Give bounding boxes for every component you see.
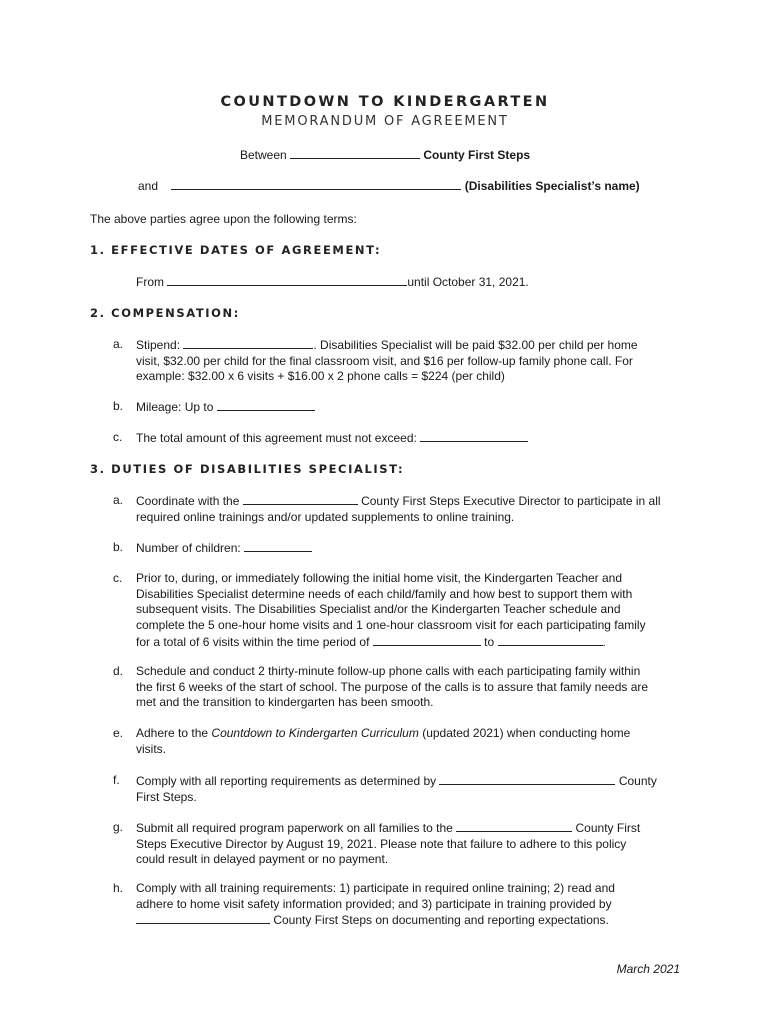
duty-e-line-2: visits. (136, 741, 166, 756)
period-end-punct: . (602, 634, 606, 649)
item-label: b. (113, 540, 124, 554)
duties-item-e (113, 726, 673, 757)
duties-item-c (113, 571, 673, 651)
compensation-item-c (113, 430, 673, 447)
duty-d-line-3: met and the transition to kindergarten has been smooth. (136, 695, 434, 710)
duty-f-text-end: County (618, 774, 657, 788)
duty-d-line-1: Schedule and conduct 2 thirty-minute follow-up phone calls with each participating family within (136, 664, 641, 678)
duty-c-line-3: subsequent visits. The Disabilities Specialist and/or the Kindergarten Teacher schedule and (136, 602, 621, 617)
reporting-county-blank[interactable] (439, 773, 615, 785)
duties-item-g (113, 820, 673, 868)
specialist-name-blank[interactable] (171, 178, 461, 190)
item-label: b. (113, 399, 124, 413)
training-county-blank[interactable] (136, 912, 270, 924)
section-1-heading: 1. EFFECTIVE DATES OF AGREEMENT: (90, 243, 382, 257)
stipend-label: Stipend: (136, 338, 181, 352)
number-of-children-label: Number of children: (136, 541, 241, 555)
duties-item-b (113, 540, 673, 557)
duty-d-line-2: the first 6 weeks of the start of school. The purpose of the calls is to assure that family needs are (136, 679, 649, 694)
duty-e-text-end: (updated 2021) when conducting home (422, 726, 631, 740)
number-of-children-blank[interactable] (244, 540, 312, 552)
duties-item-h (113, 881, 673, 929)
duty-e-text-start: Adhere to the (136, 726, 209, 740)
between-prefix: Between (240, 148, 287, 162)
duty-c-line-4: complete the 5 one-hour home visits and 1 one-hour classroom visit for each participating family (136, 618, 646, 633)
to-label: to (484, 634, 495, 649)
period-end-blank[interactable] (498, 634, 603, 646)
stipend-blank[interactable] (183, 337, 313, 349)
duties-item-f (113, 773, 673, 805)
item-label: c. (113, 571, 123, 585)
duty-h-line-2: adhere to home visit safety information provided; and 3) participate in training provided by (136, 896, 612, 911)
stipend-line-2: visit, $32.00 per child for the final classroom visit, and $16 per follow-up family phone call. For (136, 353, 633, 368)
item-label: g. (113, 820, 124, 834)
duties-item-d (113, 664, 673, 711)
compensation-item-a (113, 337, 673, 385)
between-suffix: County First Steps (423, 148, 531, 162)
start-date-blank[interactable] (167, 274, 407, 286)
item-label: h. (113, 881, 124, 895)
duty-h-line-1: Comply with all training requirements: 1) participate in required online training; 2) read and (136, 881, 615, 895)
footer-date: March 2021 (616, 962, 680, 976)
intro-text: The above parties agree upon the following terms: (90, 212, 357, 226)
and-line (138, 178, 640, 194)
document-subtitle: MEMORANDUM OF AGREEMENT (261, 114, 509, 129)
paperwork-county-blank[interactable] (456, 820, 572, 832)
duty-a-text-end: County First Steps Executive Director to participate in all (361, 494, 661, 508)
curriculum-title: Countdown to Kindergarten Curriculum (211, 726, 419, 740)
duty-g-text-start: Submit all required program paperwork on all families to the (136, 821, 453, 835)
and-prefix: and (138, 179, 159, 193)
effective-dates-line (136, 274, 529, 290)
section-3-heading: 3. DUTIES OF DISABILITIES SPECIALIST: (90, 462, 405, 476)
duty-a-line-2: required online trainings and/or updated supplements to online training. (136, 509, 515, 524)
compensation-item-b (113, 399, 673, 416)
duty-c-line-1: Prior to, during, or immediately following the initial home visit, the Kindergarten Teacher and (136, 571, 623, 585)
item-label: e. (113, 726, 124, 740)
duties-item-a (113, 493, 673, 525)
coordinate-county-blank[interactable] (243, 493, 358, 505)
item-label: d. (113, 664, 124, 678)
duty-c-line-2: Disabilities Specialist determine needs of each child/family and how best to support them with (136, 586, 633, 601)
duty-g-line-3: could result in delayed payment or no payment. (136, 852, 389, 867)
item-label: a. (113, 337, 124, 351)
stipend-text: . Disabilities Specialist will be paid $32.00 per child per home (313, 338, 638, 352)
mileage-label: Mileage: Up to (136, 400, 214, 414)
duty-g-text-end: County First (575, 821, 641, 835)
time-period-label: for a total of 6 visits within the time period of (136, 634, 370, 649)
mileage-blank[interactable] (217, 399, 315, 411)
total-amount-blank[interactable] (420, 430, 528, 442)
item-label: f. (113, 773, 120, 787)
duty-f-line-2: First Steps. (136, 789, 197, 804)
document-title: COUNTDOWN TO KINDERGARTEN (220, 94, 550, 110)
item-label: c. (113, 430, 123, 444)
and-suffix: (Disabilities Specialist’s name) (464, 179, 640, 193)
duty-f-text-start: Comply with all reporting requirements as determined by (136, 774, 437, 788)
until-text: until October 31, 2021. (407, 275, 529, 289)
duty-a-text-start: Coordinate with the (136, 494, 240, 508)
section-2-heading: 2. COMPENSATION: (90, 306, 240, 320)
total-amount-label: The total amount of this agreement must not exceed: (136, 431, 417, 445)
duty-h-text-end: County First Steps on documenting and reporting expectations. (273, 913, 609, 928)
from-label: From (136, 275, 164, 289)
stipend-line-3: example: $32.00 x 6 visits + $16.00 x 2 phone calls = $224 (per child) (136, 369, 505, 384)
duty-g-line-2: Steps Executive Director by August 19, 2021. Please note that failure to adhere to this policy (136, 836, 627, 851)
item-label: a. (113, 493, 124, 507)
between-line (240, 147, 530, 163)
county-name-blank[interactable] (290, 147, 420, 159)
period-start-blank[interactable] (373, 634, 481, 646)
